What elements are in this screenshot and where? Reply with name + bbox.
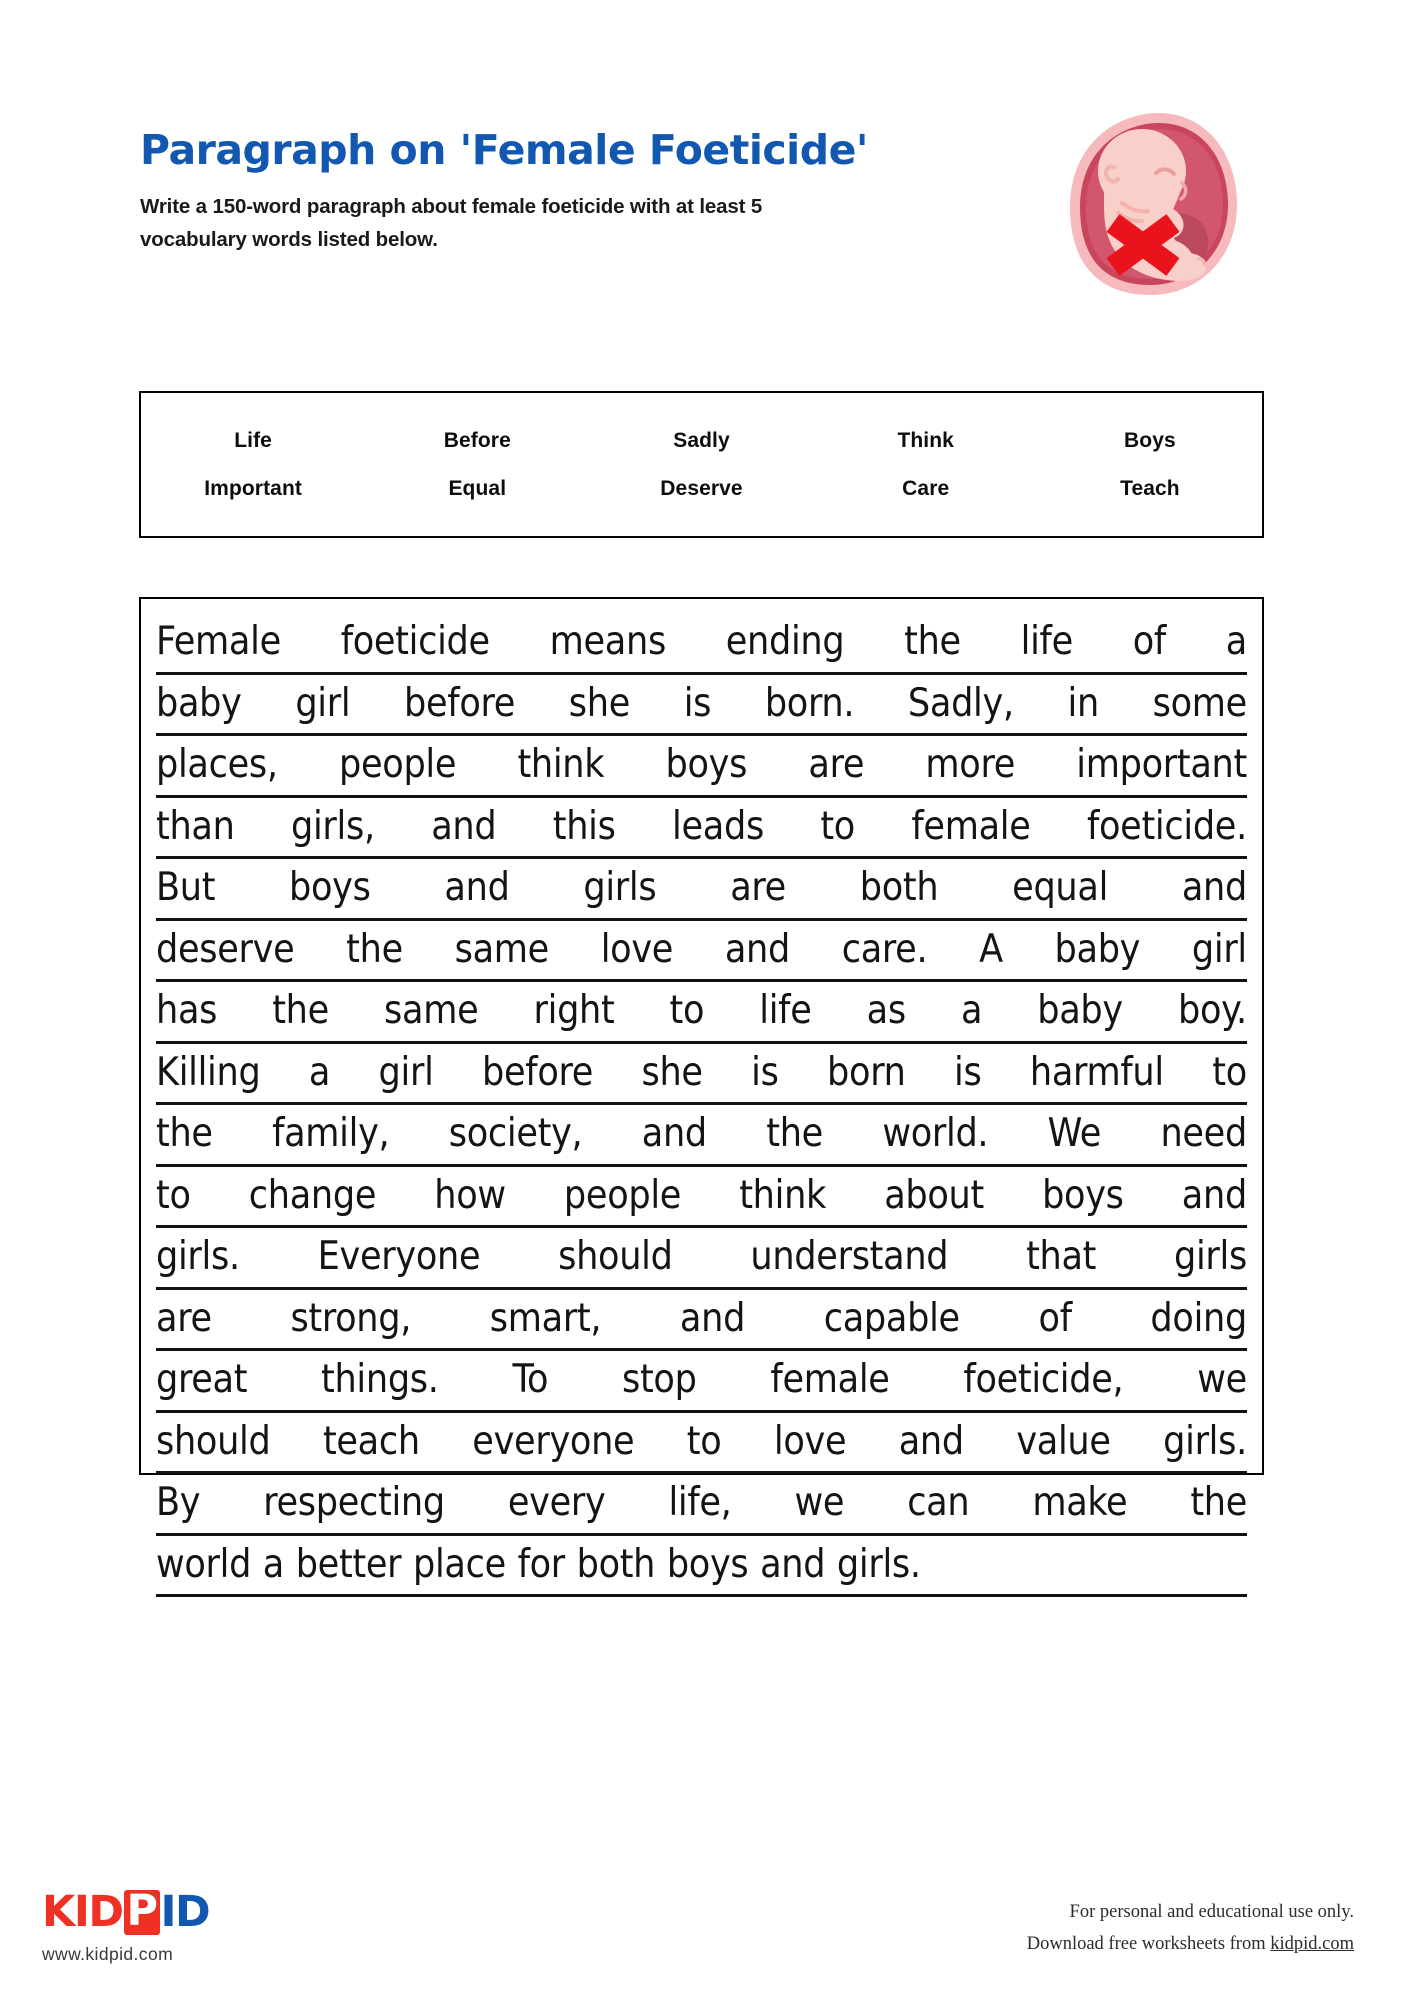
answer-line xyxy=(156,1413,1247,1475)
answer-word: boys xyxy=(666,1541,749,1587)
answer-line xyxy=(156,1228,1247,1290)
download-note-prefix: Download free worksheets from xyxy=(1026,1934,1271,1955)
vocabulary-word: Life xyxy=(234,428,272,452)
answer-word: are xyxy=(730,865,786,910)
answer-word: and xyxy=(444,865,510,910)
kidpid-link[interactable]: kidpid.com xyxy=(1270,1934,1354,1955)
answer-word: great xyxy=(156,1357,248,1402)
answer-word: better xyxy=(295,1541,402,1587)
logo-kid-text: KID xyxy=(42,1887,123,1937)
answer-word: things. xyxy=(321,1357,439,1402)
vocabulary-row-2 xyxy=(141,477,1262,501)
answer-word: family, xyxy=(272,1111,390,1156)
answer-word: place xyxy=(412,1541,506,1587)
answer-word: girls. xyxy=(1163,1418,1247,1464)
answer-lines xyxy=(156,613,1247,1597)
instructions-text: Write a 150-word paragraph about female foeticide with at least 5 vocabulary words listed below. xyxy=(140,195,763,252)
answer-word: smart, xyxy=(489,1295,602,1341)
answer-word: every xyxy=(507,1480,606,1525)
answer-word: think xyxy=(517,742,605,787)
header xyxy=(140,128,1040,257)
answer-word: the xyxy=(1190,1480,1247,1525)
answer-word: people xyxy=(339,742,457,787)
answer-word: of xyxy=(1038,1295,1072,1341)
answer-word: before xyxy=(482,1049,594,1095)
answer-word: the xyxy=(272,988,329,1033)
vocabulary-word-bank xyxy=(139,391,1264,538)
answer-word: can xyxy=(907,1480,970,1525)
logo-wordmark xyxy=(42,1886,210,1937)
vocabulary-word: Sadly xyxy=(673,428,730,452)
answer-word: foeticide, xyxy=(963,1357,1124,1402)
answer-word: people xyxy=(563,1172,682,1218)
logo-id-text: ID xyxy=(160,1887,210,1937)
vocabulary-word: Equal xyxy=(448,476,507,500)
answer-word: To xyxy=(512,1357,549,1402)
answer-word: harmful xyxy=(1029,1049,1164,1095)
answer-word: we xyxy=(1197,1357,1247,1402)
usage-note: For personal and educational use only. xyxy=(1069,1902,1354,1922)
answer-word: Killing xyxy=(156,1049,261,1095)
download-note xyxy=(1027,1928,1354,1960)
answer-word: born. xyxy=(764,680,855,726)
answer-paragraph-box[interactable] xyxy=(139,597,1264,1587)
answer-word: right xyxy=(533,988,615,1033)
answer-line xyxy=(156,1351,1247,1413)
answer-word: and xyxy=(1181,1172,1247,1218)
answer-word: to xyxy=(820,803,855,849)
answer-word: life xyxy=(759,988,812,1033)
answer-word: a xyxy=(262,1541,284,1587)
answer-word: girls. xyxy=(836,1541,921,1587)
answer-word: should xyxy=(156,1418,271,1464)
answer-word: in xyxy=(1067,680,1099,726)
answer-line xyxy=(156,1474,1247,1536)
answer-word: respecting xyxy=(263,1480,445,1525)
answer-word: girl xyxy=(1191,926,1247,972)
answer-word: love xyxy=(773,1418,847,1464)
answer-line xyxy=(156,613,1247,675)
answer-word: for xyxy=(517,1541,565,1587)
answer-word: female xyxy=(770,1357,890,1402)
answer-word: teach xyxy=(322,1418,420,1464)
answer-word: baby xyxy=(1037,988,1123,1033)
answer-word: to xyxy=(669,988,705,1033)
answer-word: world xyxy=(156,1541,252,1587)
answer-word: boys xyxy=(289,865,371,910)
answer-word: female xyxy=(911,803,1031,849)
answer-word: both xyxy=(576,1541,656,1587)
answer-word: Sadly, xyxy=(907,680,1014,726)
answer-word: A xyxy=(979,926,1003,972)
answer-word: has xyxy=(156,988,218,1033)
answer-word: understand xyxy=(750,1234,949,1279)
answer-word: boys xyxy=(665,742,748,787)
logo-p-badge: P xyxy=(124,1890,160,1935)
answer-word: We xyxy=(1047,1111,1102,1156)
answer-line xyxy=(156,675,1247,737)
answer-word: strong, xyxy=(290,1295,412,1341)
vocabulary-word: Important xyxy=(204,476,302,500)
answer-word: to xyxy=(686,1418,722,1464)
answer-word: change xyxy=(248,1172,377,1218)
answer-word: stop xyxy=(621,1357,697,1402)
answer-word: we xyxy=(794,1480,845,1525)
answer-word: think xyxy=(739,1172,827,1218)
answer-word: both xyxy=(859,865,939,910)
answer-line xyxy=(156,859,1247,921)
answer-word: she xyxy=(568,680,630,726)
footer-notes xyxy=(1027,1896,1354,1961)
answer-word: ending xyxy=(725,619,845,664)
answer-word: a xyxy=(308,1049,331,1095)
answer-word: are xyxy=(808,742,865,787)
answer-word: value xyxy=(1016,1418,1111,1464)
answer-word: boys xyxy=(1042,1172,1124,1218)
answer-word: foeticide xyxy=(340,619,490,664)
answer-word: and xyxy=(760,1541,826,1587)
answer-word: how xyxy=(434,1172,506,1218)
page-title: Paragraph on 'Female Foeticide' xyxy=(140,126,868,174)
answer-word: than xyxy=(156,803,235,849)
answer-word: deserve xyxy=(156,926,295,972)
answer-word: same xyxy=(454,926,549,972)
answer-word: she xyxy=(641,1049,703,1095)
vocabulary-word: Boys xyxy=(1124,428,1176,452)
answer-line xyxy=(156,921,1247,983)
answer-word: and xyxy=(724,926,790,972)
answer-word: and xyxy=(431,803,497,849)
answer-word: is xyxy=(683,680,712,726)
answer-word: more xyxy=(925,742,1016,787)
vocabulary-word: Before xyxy=(443,428,511,452)
answer-word: a xyxy=(1225,619,1247,664)
answer-line xyxy=(156,736,1247,798)
answer-word: Everyone xyxy=(317,1234,481,1279)
answer-word: that xyxy=(1026,1234,1097,1279)
answer-word: the xyxy=(766,1111,823,1156)
answer-word: leads xyxy=(672,803,764,849)
answer-line xyxy=(156,1167,1247,1229)
answer-word: make xyxy=(1032,1480,1128,1525)
answer-word: some xyxy=(1152,680,1247,726)
answer-word: are xyxy=(156,1295,212,1341)
answer-word: the xyxy=(904,619,961,664)
answer-word: of xyxy=(1132,619,1166,664)
answer-word: life xyxy=(1020,619,1073,664)
answer-word: By xyxy=(156,1480,201,1525)
answer-word: and xyxy=(898,1418,964,1464)
answer-word: capable xyxy=(823,1295,960,1341)
answer-word: as xyxy=(866,988,906,1033)
answer-word: girls. xyxy=(156,1234,240,1279)
answer-word: the xyxy=(346,926,403,972)
answer-word: and xyxy=(679,1295,746,1341)
answer-word: same xyxy=(384,988,479,1033)
vocabulary-word: Teach xyxy=(1120,476,1180,500)
answer-word: should xyxy=(558,1234,673,1279)
answer-word: But xyxy=(156,865,216,910)
answer-word: foeticide. xyxy=(1086,803,1247,849)
answer-word: is xyxy=(954,1049,982,1095)
answer-word: need xyxy=(1160,1111,1247,1156)
answer-word: boy. xyxy=(1177,988,1247,1033)
answer-word: the xyxy=(156,1111,213,1156)
answer-word: girl xyxy=(378,1049,434,1095)
answer-word: girls xyxy=(583,865,657,910)
answer-word: places, xyxy=(156,742,278,787)
answer-word: care. xyxy=(841,926,928,972)
answer-line xyxy=(156,1044,1247,1106)
answer-word: society, xyxy=(448,1111,583,1156)
answer-word: life, xyxy=(668,1480,732,1525)
answer-word: baby xyxy=(156,680,242,726)
answer-word: doing xyxy=(1150,1295,1247,1341)
answer-word: love xyxy=(600,926,674,972)
vocabulary-row-1 xyxy=(141,429,1262,453)
answer-word: girls xyxy=(1173,1234,1247,1279)
answer-word: important xyxy=(1076,742,1247,787)
answer-word: about xyxy=(884,1172,984,1218)
answer-line xyxy=(156,1105,1247,1167)
answer-word: means xyxy=(549,619,666,664)
answer-word: born xyxy=(827,1049,906,1095)
answer-line xyxy=(156,982,1247,1044)
answer-word: girls, xyxy=(290,803,375,849)
answer-word: Female xyxy=(156,619,281,664)
answer-word: this xyxy=(552,803,616,849)
answer-word: world. xyxy=(882,1111,989,1156)
answer-line xyxy=(156,798,1247,860)
fetus-in-womb-crossed-out-icon xyxy=(1030,95,1250,310)
answer-word: before xyxy=(404,680,516,726)
answer-line xyxy=(156,1536,1247,1598)
answer-word: and xyxy=(1181,865,1247,910)
answer-word: and xyxy=(641,1111,707,1156)
answer-word: is xyxy=(751,1049,779,1095)
vocabulary-word: Care xyxy=(902,476,950,500)
answer-word: baby xyxy=(1054,926,1141,972)
answer-line xyxy=(156,1290,1247,1352)
answer-word: to xyxy=(156,1172,191,1218)
answer-word: equal xyxy=(1012,865,1109,910)
kidpid-logo xyxy=(42,1886,210,1965)
vocabulary-word: Deserve xyxy=(660,476,743,500)
vocabulary-word: Think xyxy=(897,428,954,452)
answer-word: everyone xyxy=(472,1418,635,1464)
answer-word: girl xyxy=(295,680,351,726)
answer-word: to xyxy=(1212,1049,1247,1095)
website-url: www.kidpid.com xyxy=(42,1944,174,1964)
footer xyxy=(0,1886,1414,2000)
answer-word: a xyxy=(960,988,983,1033)
